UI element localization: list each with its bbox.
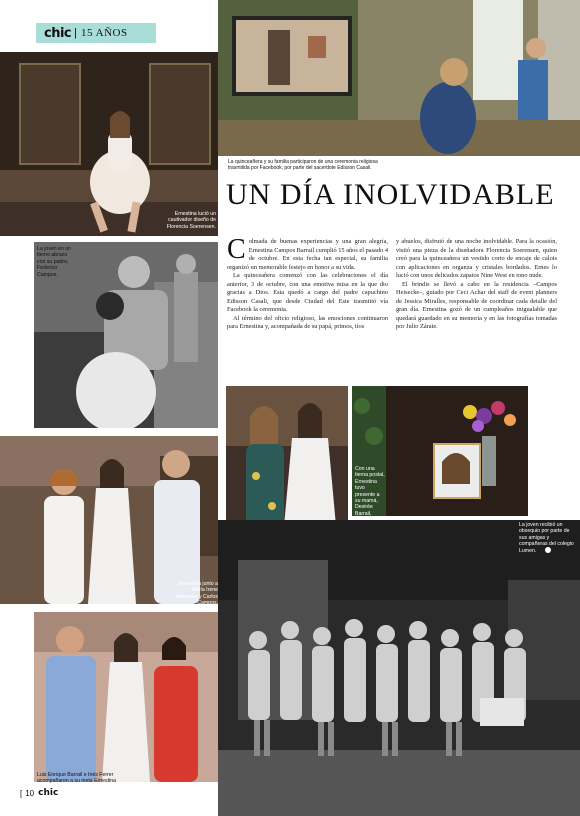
caption-grandparents-2: Luis Enrique Barrail e Inés Ferrer acompañaron a su nieta Ernestina <box>37 772 117 785</box>
photo-grandparents-2-illustration <box>34 612 218 782</box>
photo-grandparents-1-illustration <box>0 436 218 604</box>
photo-ceremony <box>218 0 580 156</box>
photo-ceremony-illustration <box>218 0 580 156</box>
article-title: UN DÍA INOLVIDABLE <box>226 178 555 211</box>
page-footer <box>20 788 58 798</box>
paragraph-2: La quinceañera comenzó con las celebraciones el día anterior, 3 de octubre, con una emotiva misa en la que dio gracias a Dios. Esta quedó a cargo del padre capuchino Edisson Casali, que desde Ciudad del Este trasmitió vía Facebook la ceremonia. <box>227 272 388 313</box>
page-number: 10 <box>25 788 35 798</box>
section-badge <box>36 23 156 43</box>
article-column-1 <box>227 234 388 332</box>
caption-ceremony: La quinceañera y su familia participaron de una ceremonia religiosa trasmitida por Facebook, por parte del sacerdote Edisson Casali. <box>228 159 378 171</box>
section-name: 15 AÑOS <box>80 27 128 39</box>
photo-friends <box>218 520 580 816</box>
caption-dress: Ernestina lució un cautivador diseño de Florencia Soerensen. <box>166 211 216 230</box>
caption-friends: La joven recibió un obsequio por parte de sus amigas y compañeras del colegio Lumen. <box>519 522 574 554</box>
photo-dress <box>0 52 218 236</box>
paragraph-1-text: olmada de buenas experiencias y una gran alegría, Ernestina Campos Barrail cumplió 15 años el pasado 4 de octubre. En esta fecha tan especial, su familia organizó un memorable festejo en honor a su vida. <box>227 238 388 271</box>
caption-hug: La joven en un tierno abrazo con su padre, Federico Campos. <box>37 246 72 278</box>
footer-bracket: [ <box>20 788 23 798</box>
paragraph-4: y abuelos, disfrutó de una noche inolvidable. Para la ocasión, vistió una pieza de la diseñadora Florencia Soerensen, quien creó para la quinceañera un vestido corto de encaje de calois con aplicaciones en organza y cristales bordados. Ernes lo lució con unos delicados zapatos Nine West en tono nude. <box>396 238 557 279</box>
article-column-2 <box>396 238 557 332</box>
photo-grandparents-2 <box>34 612 218 782</box>
photo-dress-illustration <box>0 52 218 236</box>
drop-cap: C <box>227 234 246 265</box>
paragraph-1 <box>227 234 388 272</box>
footer-logo: chic <box>38 788 59 798</box>
badge-separator: | <box>74 27 77 39</box>
paragraph-3: Al término del oficio religioso, las emociones continuaron para Ernestina y, acompañada de su papá, primos, tíos <box>227 314 388 330</box>
caption-portrait: Con una tierna postal, Ernestina tuvo presente a su mamá, Desirée Barrail, <box>355 466 385 517</box>
photo-friends-illustration <box>218 520 580 816</box>
caption-grandparents-1: Ernestina junto a María Irene Heisecke y Carlos Campos. <box>176 581 218 607</box>
paragraph-5: El brindis se llevó a cabo en la residencia –Campos Heisecke–, guiado por Ceci Achar del staff de event planners de Jessica Miralles, responsable de coordinar cada detalle del gran día. Ernestina gozó de un cumpleaños inigualable que quedará guardado en su memoria y en las fotografías tomadas por Julio Zárate. <box>396 280 557 330</box>
magazine-logo: chic <box>44 25 72 41</box>
photo-grandparents-1 <box>0 436 218 604</box>
